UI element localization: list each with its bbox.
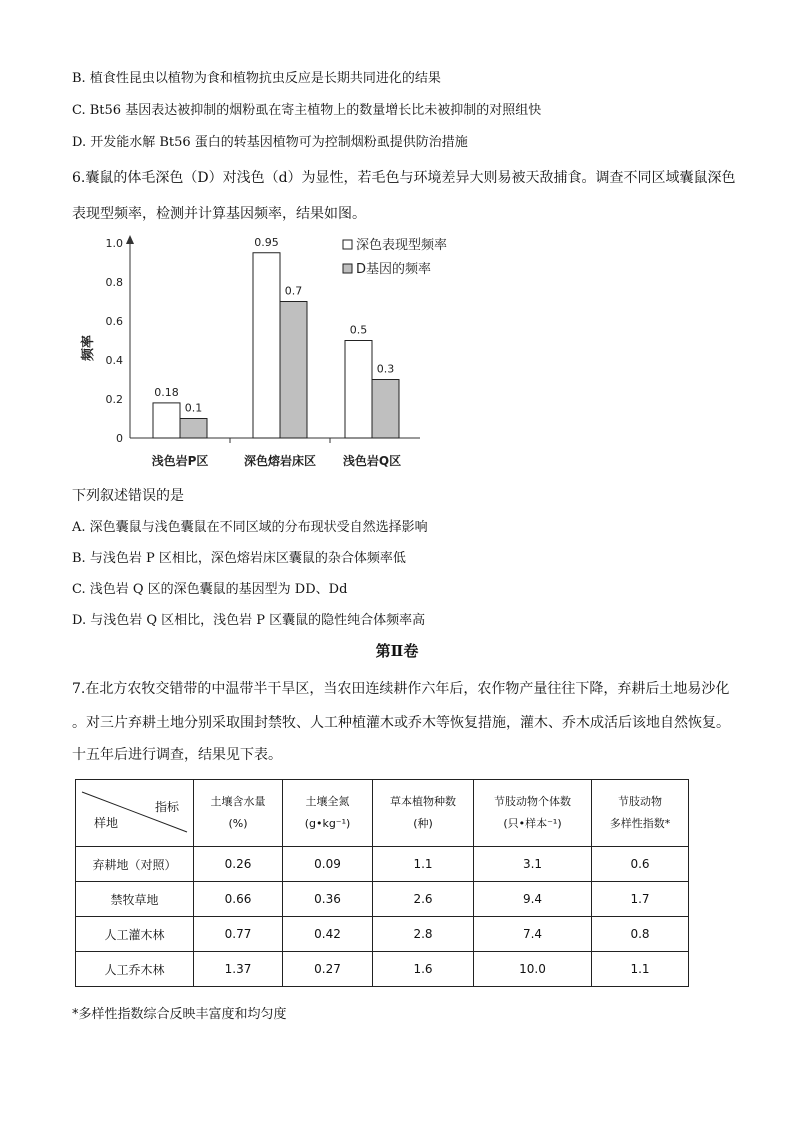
table-cell: 1.1 [373, 847, 474, 882]
data-label: 0.5 [349, 323, 368, 337]
table-cell: 3.1 [474, 847, 592, 882]
corner-label-indicator: 指标 [154, 800, 179, 814]
row-label: 人工乔木林 [76, 952, 194, 987]
table-row [76, 952, 689, 987]
q6-prompt: 下列叙述错误的是 [72, 488, 184, 504]
bar [180, 419, 207, 439]
row-label: 弃耕地（对照） [76, 847, 194, 882]
table-cell: 0.6 [592, 847, 689, 882]
q6-option-d: D. 与浅色岩 Q 区相比，浅色岩 P 区囊鼠的隐性纯合体频率高 [72, 613, 426, 628]
table-cell: 0.27 [283, 952, 373, 987]
table-cell: 1.37 [194, 952, 283, 987]
header-arthropod-count: 节肢动物个体数 (只•样本⁻¹) [474, 780, 592, 847]
row-label: 禁牧草地 [76, 882, 194, 917]
legend-swatch [343, 240, 352, 249]
q6-option-a: A. 深色囊鼠与浅色囊鼠在不同区域的分布现状受自然选择影响 [72, 520, 428, 535]
option-d-prev: D. 开发能水解 Bt56 蛋白的转基因植物可为控制烟粉虱提供防治措施 [72, 135, 468, 150]
table-footnote: *多样性指数综合反映丰富度和均匀度 [72, 1007, 287, 1022]
table-cell: 1.1 [592, 952, 689, 987]
data-label: 0.7 [284, 284, 303, 298]
y-tick-label: 0.8 [105, 276, 123, 289]
table-cell: 0.36 [283, 882, 373, 917]
row-label: 人工灌木林 [76, 917, 194, 952]
y-tick-label: 0.2 [105, 393, 123, 406]
y-tick-label: 0.6 [105, 315, 123, 328]
survey-table [75, 779, 689, 987]
table-cell: 10.0 [474, 952, 592, 987]
q7-stem-line3: 十五年后进行调查，结果见下表。 [72, 747, 282, 763]
data-label: 0.18 [154, 385, 179, 399]
q6-stem-line1: 6.囊鼠的体毛深色（D）对浅色（d）为显性，若毛色与环境差异大则易被天敌捕食。调查不同区域囊鼠深色 [72, 170, 736, 186]
y-tick-label: 1.0 [105, 237, 123, 250]
section-title: 第Ⅱ卷 [375, 642, 419, 660]
table-cell: 2.6 [373, 882, 474, 917]
table-cell: 0.26 [194, 847, 283, 882]
header-soil-nitrogen: 土壤全氮 (g•kg⁻¹) [283, 780, 373, 847]
table-cell: 9.4 [474, 882, 592, 917]
frequency-bar-chart [60, 230, 480, 475]
data-label: 0.1 [184, 401, 203, 415]
data-label: 0.95 [254, 235, 279, 249]
table-cell: 0.66 [194, 882, 283, 917]
x-tick-label: 浅色岩Q区 [342, 454, 402, 468]
legend-swatch [343, 264, 352, 273]
table-cell: 7.4 [474, 917, 592, 952]
table-cell: 0.09 [283, 847, 373, 882]
data-label: 0.3 [376, 362, 395, 376]
header-soil-moisture: 土壤含水量 (%) [194, 780, 283, 847]
q7-stem-line1: 7.在北方农牧交错带的中温带半干旱区，当农田连续耕作六年后，农作物产量往往下降，弃耕后土地易沙化 [72, 681, 730, 697]
header-herb-species: 草本植物种数 (种) [373, 780, 474, 847]
corner-label-site: 样地 [94, 816, 119, 830]
legend-label: D基因的频率 [356, 262, 432, 277]
option-c-prev: C. Bt56 基因表达被抑制的烟粉虱在寄主植物上的数量增长比未被抑制的对照组快 [72, 103, 542, 118]
table-cell: 2.8 [373, 917, 474, 952]
table-cell: 0.77 [194, 917, 283, 952]
q6-option-c: C. 浅色岩 Q 区的深色囊鼠的基因型为 DD、Dd [72, 582, 348, 597]
x-tick-label: 深色熔岩床区 [243, 454, 317, 468]
q6-stem-line2: 表现型频率，检测并计算基因频率，结果如图。 [72, 206, 366, 222]
table-corner-cell [76, 780, 194, 847]
y-axis-arrow [126, 235, 134, 244]
table-row [76, 882, 689, 917]
x-tick-label: 浅色岩P区 [151, 454, 209, 468]
bar [280, 302, 307, 439]
table-row [76, 847, 689, 882]
bar [372, 380, 399, 439]
header-arthropod-diversity: 节肢动物 多样性指数* [592, 780, 689, 847]
bar [345, 341, 372, 439]
y-tick-label: 0 [116, 432, 123, 445]
table-cell: 1.7 [592, 882, 689, 917]
legend-label: 深色表现型频率 [356, 238, 448, 253]
bar [153, 403, 180, 438]
table-cell: 1.6 [373, 952, 474, 987]
table-row [76, 917, 689, 952]
q7-stem-line2: 。对三片弃耕土地分别采取围封禁牧、人工种植灌木或乔木等恢复措施，灌木、乔木成活后该地自然恢复。 [72, 715, 730, 731]
bar [253, 253, 280, 438]
table-cell: 0.42 [283, 917, 373, 952]
q6-option-b: B. 与浅色岩 P 区相比，深色熔岩床区囊鼠的杂合体频率低 [72, 551, 406, 566]
table-cell: 0.8 [592, 917, 689, 952]
y-tick-label: 0.4 [105, 354, 123, 367]
option-b-prev: B. 植食性昆虫以植物为食和植物抗虫反应是长期共同进化的结果 [72, 71, 441, 86]
y-axis-label: 频率 [81, 334, 96, 362]
